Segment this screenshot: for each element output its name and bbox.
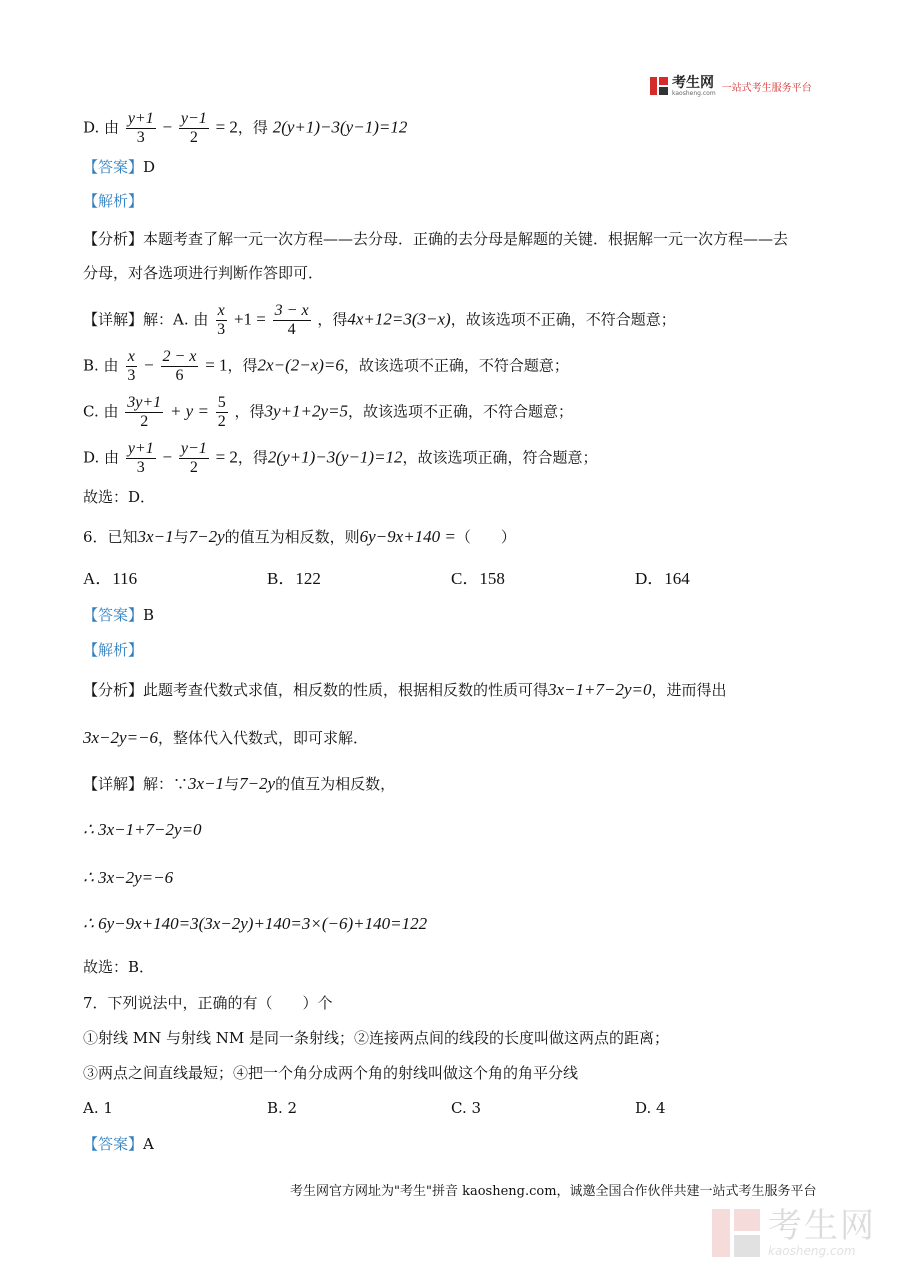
fraction: $\frac{x}{3}$ [217,302,226,338]
q6-analysis-line1: 【分析】此题考查代数式求值，相反数的性质，根据相反数的性质可得3x−1+7−2y=0，进而得出 [83,680,727,699]
fraction: $\frac{y+1}{3}$ [127,440,154,476]
fraction: $\frac{2 - x}{6}$ [162,348,197,384]
q7-option-b: B. 2 [267,1099,298,1117]
fraction: $\frac{y+1}{3}$ [127,110,154,146]
header-logo [650,74,812,98]
logo-slogan: 一站式考生服务平台 [721,82,812,94]
q7-statements-2: ③两点之间直线最短；④把一个角分成两个角的射线叫做这个角的角平分线 [83,1064,579,1082]
q7-statements-1: ①射线 MN 与射线 NM 是同一条射线；②连接两点间的线段的长度叫做这两点的距离； [83,1029,670,1047]
fraction: $\frac{y-1}{2}$ [180,440,207,476]
logo-mark-icon [650,77,668,95]
q7-answer: 【答案】A [83,1135,154,1153]
q6-option-b: B．122 [267,569,321,588]
q5-option-d: D. 由 $\frac{y+1}{3}$ − $\frac{y-1}{2}$ = 2，得 2(y+1)−3(y−1)=12 [83,110,408,146]
page-footer: 考生网官方网址为"考生"拼音 kaosheng.com，诚邀全国合作伙伴共建一站式考生服务平台 [290,1184,817,1199]
q7-option-a: A. 1 [83,1099,113,1117]
q5-analysis-line1: 【分析】本题考查了解一元一次方程——去分母．正确的去分母是解题的关键．根据解一元一次方程——去 [83,230,789,248]
fraction: $\frac{3y+1}{2}$ [127,394,162,430]
fraction: $\frac{x}{3}$ [127,348,136,384]
q6-analysis-line2: 3x−2y=−6，整体代入代数式，即可求解． [83,728,369,747]
q6-option-a: A．116 [83,569,138,588]
q5-detail-b: B. 由 $\frac{x}{3}$ − $\frac{2 - x}{6}$ = 1，得2x−(2−x)=6，故该选项不正确，不符合题意； [83,348,569,384]
q6-option-d: D．164 [635,569,690,588]
logo-text: 考生网 kaosheng.com [672,74,716,97]
q5-answer: 【答案】D [83,158,156,176]
q6-step-1: ∴ 3x−1+7−2y=0 [83,820,202,839]
q6-choose: 故选：B． [83,958,155,976]
q5-jiexi: 【解析】 [83,192,144,210]
q5-analysis-line2: 分母，对各选项进行判断作答即可． [83,264,324,282]
q5-detail-a: 【详解】解：A. 由 $\frac{x}{3}$ +1 = $\frac{3 - x}{4}$ ，得4x+12=3(3−x)，故该选项不正确，不符合题意； [83,302,676,338]
q5-detail-c: C. 由 $\frac{3y+1}{2}$ + y = $\frac{5}{2}$ ，得3y+1+2y=5，故该选项不正确，不符合题意； [83,394,574,430]
q5-detail-d: D. 由 $\frac{y+1}{3}$ − $\frac{y-1}{2}$ = 2，得2(y+1)−3(y−1)=12，故该选项正确，符合题意； [83,440,598,476]
watermark-logo-icon [712,1209,760,1257]
watermark: 考生网 kaosheng.com [712,1208,876,1258]
q6-answer: 【答案】B [83,606,155,624]
q7-option-d: D. 4 [635,1099,666,1117]
q7-stem: 7．下列说法中，正确的有（ ）个 [83,994,333,1012]
q6-option-c: C．158 [451,569,505,588]
q6-stem: 6．已知3x−1与7−2y的值互为相反数，则6y−9x+140 =（ ） [83,527,516,546]
fraction: $\frac{3 - x}{4}$ [274,302,309,338]
fraction: $\frac{y-1}{2}$ [180,110,207,146]
q7-option-c: C. 3 [451,1099,482,1117]
q6-jiexi: 【解析】 [83,641,144,659]
q6-step-2: ∴ 3x−2y=−6 [83,868,174,887]
q6-step-3: ∴ 6y−9x+140=3(3x−2y)+140=3×(−6)+140=122 [83,914,428,933]
q6-detail: 【详解】解：∵3x−1与7−2y的值互为相反数， [83,774,396,793]
fraction: $\frac{5}{2}$ [217,394,226,430]
q5-choose: 故选：D． [83,488,156,506]
